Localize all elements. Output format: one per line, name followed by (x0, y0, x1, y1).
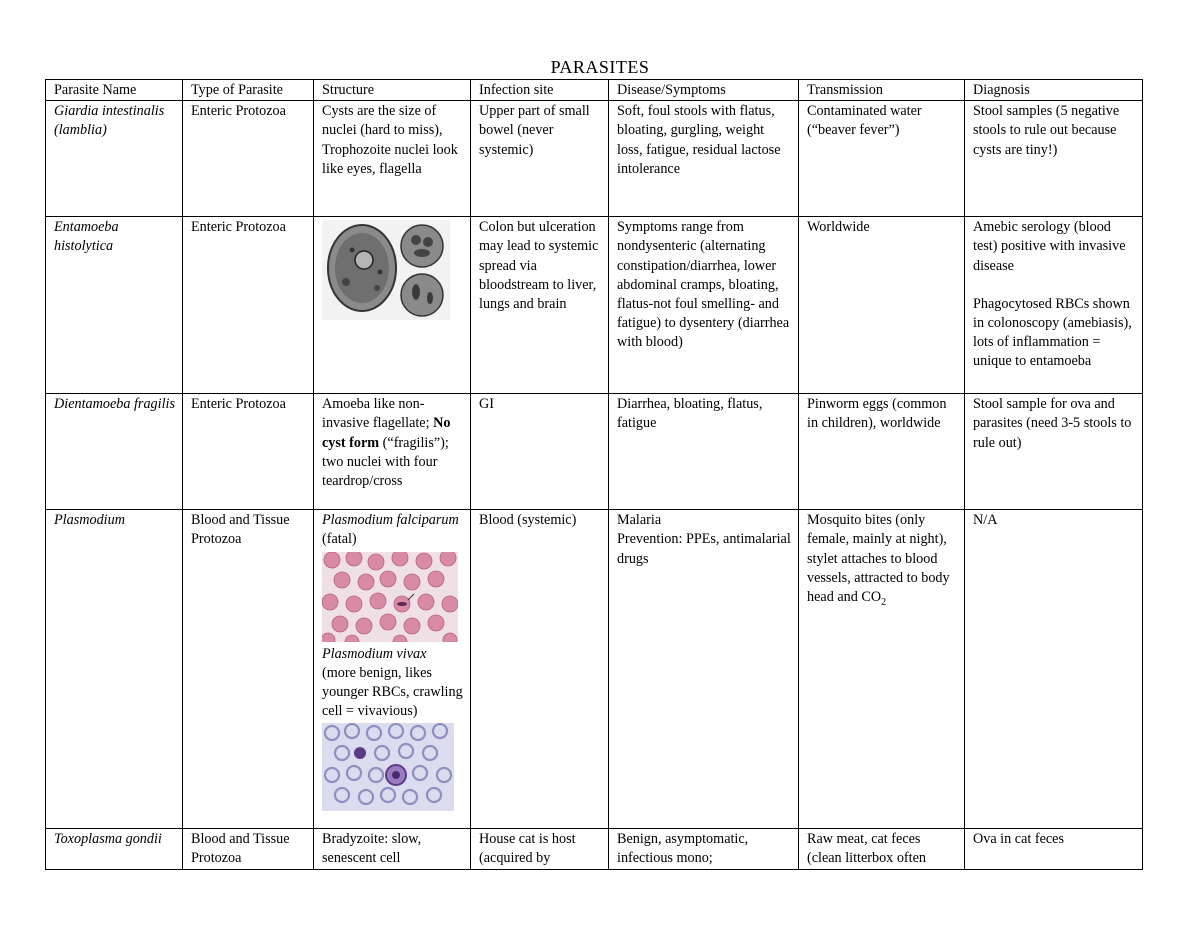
transmission-subscript: 2 (881, 596, 887, 608)
cell-structure (314, 510, 471, 829)
header-structure: Structure (314, 80, 471, 101)
header-parasite-name: Parasite Name (46, 80, 183, 101)
cell-disease: Diarrhea, bloating, flatus, fatigue (609, 394, 799, 510)
cell-name: Giardia intestinalis (lamblia) (46, 101, 183, 217)
header-infection-site: Infection site (471, 80, 609, 101)
cell-type: Enteric Protozoa (183, 394, 314, 510)
structure-bold: No cyst form (322, 415, 451, 451)
cell-disease: Benign, asymptomatic, infectious mono; (609, 829, 799, 869)
cell-structure: Cysts are the size of nuclei (hard to miss), Trophozoite nuclei look like eyes, flagella (314, 101, 471, 217)
cell-diagnosis (965, 217, 1143, 394)
header-row (46, 80, 1143, 101)
cell-diagnosis: Stool samples (5 negative stools to rule out because cysts are tiny!) (965, 101, 1143, 217)
cell-transmission: Raw meat, cat feces (clean litterbox often (799, 829, 965, 869)
table-row (46, 101, 1143, 217)
disease-line-2: Prevention: PPEs, antimalarial drugs (617, 531, 791, 567)
header-diagnosis: Diagnosis (965, 80, 1143, 101)
header-transmission: Transmission (799, 80, 965, 101)
structure-text-c: (“fragilis”); two nuclei with four teardrop/cross (322, 434, 449, 490)
diagnosis-para-1: Amebic serology (blood test) positive with invasive disease (973, 219, 1126, 274)
entamoeba-micrograph (322, 220, 450, 320)
cell-type: Enteric Protozoa (183, 101, 314, 217)
cell-diagnosis: Ova in cat feces (965, 829, 1143, 869)
cell-transmission: Contaminated water (“beaver fever”) (799, 101, 965, 217)
cell-type: Enteric Protozoa (183, 217, 314, 394)
cell-name: Toxoplasma gondii (46, 829, 183, 869)
cell-name: Entamoeba histolytica (46, 217, 183, 394)
structure-text-a: Amoeba like non-invasive flagellate; (322, 396, 430, 432)
cell-diagnosis: Stool sample for ova and parasites (need 3-5 stools to rule out) (965, 394, 1143, 510)
header-type: Type of Parasite (183, 80, 314, 101)
cell-transmission (799, 510, 965, 829)
vivax-note: (more benign, likes younger RBCs, crawling cell = vivavious) (322, 664, 463, 720)
vivax-smear-image (322, 723, 454, 811)
parasites-table (45, 79, 1143, 870)
page-title: PARASITES (550, 57, 650, 77)
disease-line-1: Malaria (617, 512, 662, 529)
cell-site: Upper part of small bowel (never systemic) (471, 101, 609, 217)
cell-disease: Soft, foul stools with flatus, bloating, gurgling, weight loss, fatigue, residual lactose intolerance (609, 101, 799, 217)
cell-transmission: Worldwide (799, 217, 965, 394)
cell-disease (609, 510, 799, 829)
cell-structure (314, 217, 471, 394)
cell-name: Plasmodium (46, 510, 183, 829)
falciparum-note: (fatal) (322, 531, 357, 548)
cell-site: Colon but ulceration may lead to systemic spread via bloodstream to liver, lungs and brain (471, 217, 609, 394)
cell-structure (314, 394, 471, 510)
falciparum-label: Plasmodium falciparum (322, 512, 459, 529)
falciparum-smear-image (322, 552, 458, 642)
cell-transmission: Pinworm eggs (common in children), worldwide (799, 394, 965, 510)
cell-disease: Symptoms range from nondysenteric (alternating constipation/diarrhea, lower abdominal cramps, bloating, flatus-not foul smelling- and fatigue) to dysentery (diarrhea with blood) (609, 217, 799, 394)
table-row (46, 510, 1143, 829)
cell-name: Dientamoeba fragilis (46, 394, 183, 510)
header-disease: Disease/Symptoms (609, 80, 799, 101)
vivax-label: Plasmodium vivax (322, 645, 427, 662)
cell-structure: Bradyzoite: slow, senescent cell (314, 829, 471, 869)
table-row (46, 217, 1143, 394)
transmission-text: Mosquito bites (only female, mainly at night), stylet attaches to blood vessels, attracted to body head and CO (807, 512, 950, 606)
cell-type: Blood and Tissue Protozoa (183, 829, 314, 869)
cell-diagnosis: N/A (965, 510, 1143, 829)
table-row (46, 394, 1143, 510)
diagnosis-para-2: Phagocytosed RBCs shown in colonoscopy (amebiasis), lots of inflammation = unique to entamoeba (973, 295, 1132, 370)
table-row (46, 829, 1143, 869)
cell-site: GI (471, 394, 609, 510)
cell-type: Blood and Tissue Protozoa (183, 510, 314, 829)
cell-site: Blood (systemic) (471, 510, 609, 829)
cell-site: House cat is host (acquired by (471, 829, 609, 869)
